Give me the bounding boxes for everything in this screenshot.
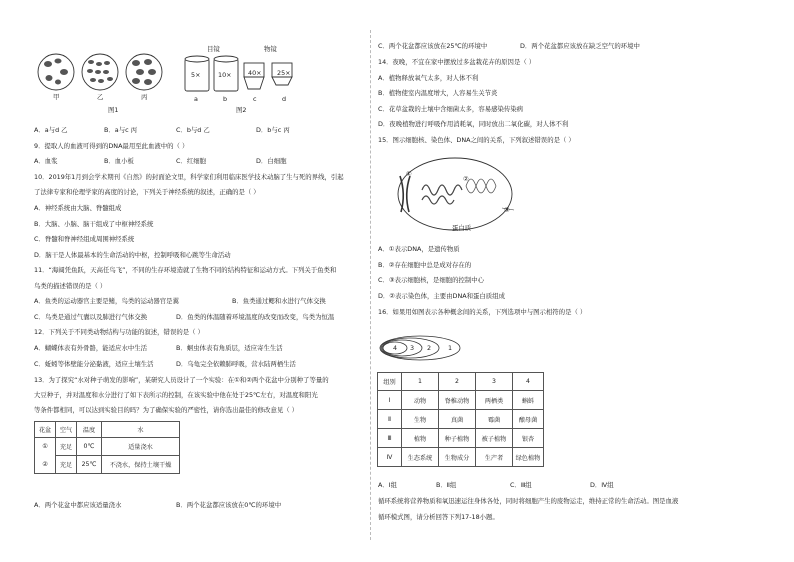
q15-protein-label: 蛋白质 <box>452 224 472 232</box>
q16-cell: 脊椎动物 <box>439 391 476 410</box>
q12-option-d: D．乌龟完全依赖肺呼吸，营水陆两栖生活 <box>176 360 296 368</box>
passage-line1: 循环系统将营养物质和氧迅速运往身体各处，同时将细胞产生的废物运走，维持正常的生命活动。图是血液 <box>378 497 679 505</box>
q13-stem-line3: 等条件都相同，可以达到实验目的吗？为了确保实验的严密性，请你选出最佳的修改意见（ ） <box>34 406 299 414</box>
q16-cell: Ⅳ <box>378 448 402 467</box>
lens-mark-b: 10× <box>218 71 232 79</box>
column-divider <box>370 30 371 540</box>
q16-cell: 生态系统 <box>402 448 439 467</box>
q16-option-c: C．Ⅲ组 <box>510 481 532 489</box>
q13-header-pot: 花盆 <box>35 422 56 438</box>
q8-option-b: B．a与c 丙 <box>104 126 138 134</box>
q16-table <box>377 372 544 467</box>
q13-cell: ① <box>35 438 56 456</box>
q10-option-d: D．脑干是人体最基本的生命活动的中枢，控制呼吸和心跳等生命活动 <box>34 251 231 259</box>
q16-header-1: 1 <box>402 373 439 391</box>
q10-stem-line2: 了法律专家和伦理学家的高度的讨论，下列关于神经系统的叙述，正确的是（ ） <box>34 188 260 196</box>
q16-header-group: 组别 <box>378 373 402 391</box>
circle-label-3: 3 <box>410 344 415 352</box>
q16-option-d: D．Ⅳ组 <box>590 481 614 489</box>
q11-option-a: A．鱼类的运动器官主要是鳍，鸟类的运动器官是翼 <box>34 297 179 305</box>
q15-option-a: A．①表示DNA，是遗传物质 <box>378 245 460 253</box>
q11-option-d: D．鱼类的体温随着环境温度的改变而改变，鸟类为恒温 <box>176 313 335 321</box>
q9-option-d: D．白细胞 <box>256 157 287 165</box>
q15-stem: 15．图示细胞核、染色体、DNA之间的关系，下列叙述错误的是（ ） <box>378 136 575 144</box>
lens-mark-a: 5× <box>191 71 201 79</box>
q13-cell: 25℃ <box>77 456 102 474</box>
q8-option-a: A．a与d 乙 <box>34 126 68 134</box>
q13-cell: ② <box>35 456 56 474</box>
q9-stem: 9．提取人的血液可得到的DNA最用至此血液中的（ ） <box>34 142 189 150</box>
q16-cell: 植物 <box>402 429 439 448</box>
lens-mark-d: 25× <box>277 69 291 77</box>
q16-cell: 两栖类 <box>476 391 513 410</box>
q16-cell: Ⅱ <box>378 410 402 429</box>
q10-stem-line1: 10．2019年1月到会学术期刊《自然》的封面论文里，科学家们利用临床医学技术动脑了生与死的界线，引起 <box>34 173 344 181</box>
q12-option-c: C．蚯蚓等体壁能分泌黏液，适应土壤生活 <box>34 360 154 368</box>
q11-option-c: C．鸟类是通过气囊以及肺进行气体交换 <box>34 313 148 321</box>
q15-label-2: ② <box>463 175 469 183</box>
q16-cell: 银杏 <box>513 429 544 448</box>
q16-cell: Ⅰ <box>378 391 402 410</box>
q16-cell: 生物成分 <box>439 448 476 467</box>
eyepiece-label: 目镜 <box>207 45 220 53</box>
q10-option-c: C．脊髓和脊神经组成周围神经系统 <box>34 235 135 243</box>
q10-option-b: B．大脑、小脑、脑干组成了中枢神经系统 <box>34 220 154 228</box>
q13-header-water: 水 <box>102 422 180 438</box>
q9-option-b: B．血小板 <box>104 157 134 165</box>
q13-stem-line1: 13．为了探究“水对种子萌发的影响”，某研究人员设计了一个实验：在①和②两个花盆中分别种了等量的 <box>34 376 329 384</box>
lens-mark-c: 40× <box>248 69 262 77</box>
passage-line2: 循环模式图，请分析回答下列17-18小题。 <box>378 513 499 521</box>
q13-option-d: D．两个花盆都应该放在缺乏空气的环境中 <box>520 42 640 50</box>
q11-stem-line2: 鸟类的描述错误的是（ ） <box>34 282 107 290</box>
q13-option-a: A．两个花盆中都应该适量浇水 <box>34 501 122 509</box>
q16-stem: 16．如果用如图表示各种概念间的关系，下列选项中与图示相符的是（ ） <box>378 308 587 316</box>
q16-cell: 被子植物 <box>476 429 513 448</box>
lens-letter-c: c <box>253 95 257 103</box>
q15-option-c: C．③表示细胞核，是细胞的控制中心 <box>378 276 485 284</box>
q15-option-d: D．②表示染色体，主要由DNA和蛋白质组成 <box>378 292 505 300</box>
q8-option-d: D．b与c 丙 <box>256 126 290 134</box>
q13-cell: 不浇水，保持土壤干燥 <box>102 456 180 474</box>
q10-option-a: A．神经系统由大脑、脊髓组成 <box>34 204 122 212</box>
q8-option-c: C．b与d 乙 <box>176 126 210 134</box>
q16-option-b: B．Ⅱ组 <box>436 481 457 489</box>
q16-cell: 生产者 <box>476 448 513 467</box>
q12-stem: 12．下列关于不同类动物结构与功能的叙述，错误的是（ ） <box>34 328 204 336</box>
q16-option-a: A．Ⅰ组 <box>378 481 398 489</box>
q13-header-temp: 温度 <box>77 422 102 438</box>
q13-stem-line2: 大豆种子，并对温度和水分进行了如下表所示的控制，在该实验中他在处于25℃左右，对温度和阳光 <box>34 391 318 399</box>
q16-cell: 真菌 <box>439 410 476 429</box>
q16-header-2: 2 <box>439 373 476 391</box>
q15-option-b: B．②存在细胞中总是成对存在的 <box>378 261 472 269</box>
fig1-label-jia: 甲 <box>53 93 60 101</box>
lens-letter-b: b <box>223 95 228 103</box>
q13-option-c: C．两个花盆都应该放在25℃的环境中 <box>378 42 488 50</box>
circle-label-1: 1 <box>448 344 453 352</box>
q16-header-4: 4 <box>513 373 544 391</box>
q16-cell: 动物 <box>402 391 439 410</box>
q16-cell: 绿色植物 <box>513 448 544 467</box>
q13-cell: 充足 <box>56 438 77 456</box>
circle-label-4: 4 <box>393 344 398 352</box>
q14-option-c: C．花草盆栽的土壤中含细菌太多，容易感染传染病 <box>378 105 524 113</box>
objective-label: 物镜 <box>264 45 277 53</box>
q13-table <box>34 421 180 474</box>
fig1-label-yi: 乙 <box>97 93 104 101</box>
q16-header-3: 3 <box>476 373 513 391</box>
q15-label-3: ③ <box>504 206 510 214</box>
lens-letter-d: d <box>282 95 287 103</box>
lens-letter-a: a <box>194 95 198 103</box>
q13-cell: 适量浇水 <box>102 438 180 456</box>
q16-cell: Ⅲ <box>378 429 402 448</box>
q9-option-a: A．血浆 <box>34 157 58 165</box>
fig1-label-bing: 丙 <box>141 93 148 101</box>
q14-stem: 14．夜晚，不宜在家中摆放过多盆栽花卉的原因是（ ） <box>378 58 536 66</box>
fig1-caption: 图1 <box>108 106 119 114</box>
q16-cell: 霉菌 <box>476 410 513 429</box>
q14-option-b: B．植物使室内温度增大，人容易生关节炎 <box>378 89 498 97</box>
q11-option-b: B．鱼类通过鳃和水进行气体交换 <box>232 297 326 305</box>
q13-option-b: B．两个花盆都应该放在0℃的环境中 <box>176 501 282 509</box>
q13-cell: 充足 <box>56 456 77 474</box>
circle-label-2: 2 <box>427 344 432 352</box>
q9-option-c: C．红细胞 <box>176 157 207 165</box>
q16-cell: 酿母菌 <box>513 410 544 429</box>
q14-option-d: D．夜晚植物进行呼吸作用消耗氧，同时放出二氧化碳，对人体不利 <box>378 120 569 128</box>
q16-cell: 种子植物 <box>439 429 476 448</box>
q12-option-a: A．蝴蝶体表有外骨骼，能适应水中生活 <box>34 344 148 352</box>
q14-option-a: A．植物释放氧气太多，对人体不利 <box>378 74 479 82</box>
q16-cell: 生物 <box>402 410 439 429</box>
q13-header-air: 空气 <box>56 422 77 438</box>
q16-cell: 蝌蚪 <box>513 391 544 410</box>
q13-cell: 0℃ <box>77 438 102 456</box>
q15-label-1: ① <box>406 170 412 178</box>
q12-option-b: B．蛔虫体表有角质层，适应寄生生活 <box>176 344 283 352</box>
q11-stem-line1: 11．“海阔凭鱼跃，天高任鸟飞”，不同的生存环境造就了生物不同的结构特征和运动方式。下列关于鱼类和 <box>34 266 337 274</box>
fig2-caption: 图2 <box>236 106 247 114</box>
